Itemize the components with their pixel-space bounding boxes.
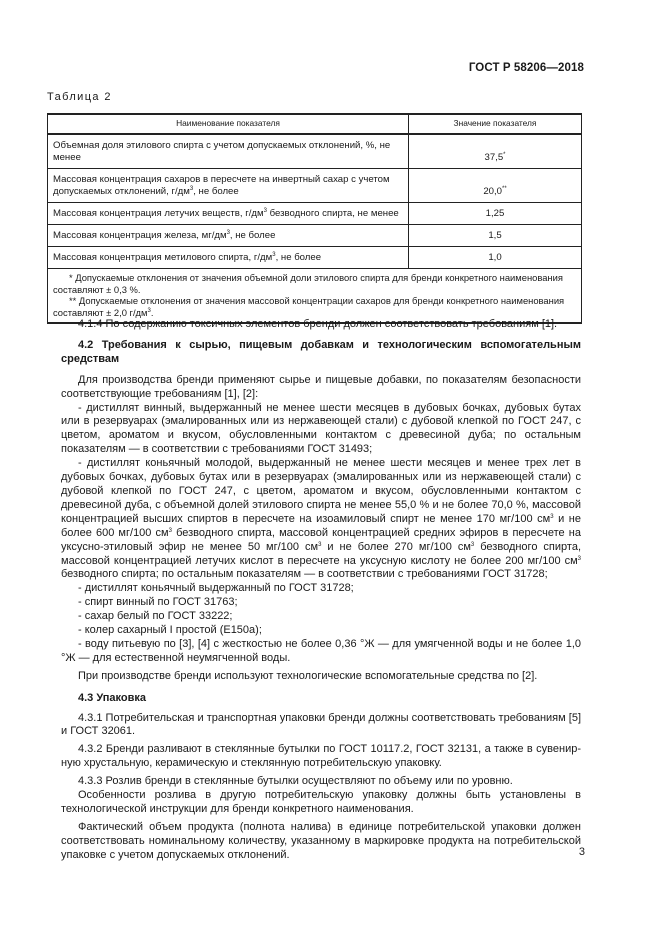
table-row (48, 169, 582, 203)
document-code: ГОСТ Р 58206—2018 (468, 62, 584, 74)
col-header-value: Значение показателя (409, 114, 582, 134)
row-name: Массовая концентрация метилового спирта, $г/дм^3$, не более (48, 247, 409, 269)
page-number: 3 (578, 846, 585, 858)
auxiliary-means-paragraph: При производстве бренди используют технологические вспомогательные средства по [2]. (78, 669, 538, 682)
actual-volume-paragraph: Фактический объем продукта (полнота налива) в единице потребительской упаковки должен соответствовать номинальному количеству, указанному в маркировке продукта на потребительской упаковке с учетом допускаемых отклонений. (61, 820, 581, 861)
raw-materials-intro: Для производства бренди применяют сырье и пищевые добавки, по показателям безопасности соответствующие требованиям [1], [2]: (61, 373, 581, 400)
list-item: - дистиллят коньячный молодой, выдержанный не менее шести месяцев и менее трех лет в дубовых бочках, дубовых бутах или в резервуарах (эмалированных или из нержавеющей стали) с дубовой клепкой по ГОСТ 247, с цветом, ароматом и вкусом, обусловленными контактом с древесиной дуба, с объемной долей этилового спирта не менее 55,0 % и не более 70,0 %, массовой концентрацией высших спиртов в пересчете на изоамиловый спирт не менее 170 мг/100 $см^3$ и не более 600 мг/100 $см^3$ безводного спирта, массовой концентрацией средних эфиров в пересчете на уксусно-этиловый эфир не менее 50 мг/100 $см^3$ и не более 270 мг/100 $см^3$ безводного спирта, массовой концентрацией летучих кислот в пересчете на уксусную кислоту не более 200 мг/100 $см^3$ безводного спирта; по остальным показателям — в соответствии с требованиями ГОСТ 31728; (61, 457, 581, 581)
row-name: Объемная доля этилового спирта с учетом допускаемых отклонений, %, не менее (48, 134, 409, 169)
clause-4-3-1: 4.3.1 Потребительская и транспортная упаковки бренди должны соответствовать требованиям [5] и ГОСТ 32061. (61, 711, 581, 738)
row-name: Массовая концентрация сахаров в пересчете на инвертный сахар с учетом допускаемых отклонений, $г/дм^3$, не более (48, 169, 409, 203)
row-name: Массовая концентрация железа, $мг/дм^3$, не более (48, 225, 409, 247)
document-body (61, 318, 581, 863)
bottling-features-paragraph: Особенности розлива в другую потребительскую упаковку должны быть установлены в технологической инструкции для бренди конкретного наименования. (61, 789, 581, 815)
clause-4-1-4: 4.1.4 По содержанию токсичных элементов бренди должен соответствовать требованиям [1]. (78, 318, 558, 330)
col-header-name: Наименование показателя (48, 114, 409, 134)
list-item: - колер сахарный I простой (E150a); (78, 624, 262, 637)
section-heading-4-2: 4.2 Требования к сырью, пищевым добавкам и технологическим вспомогательным средствам (61, 338, 581, 365)
table-row (48, 134, 582, 169)
table-notes-row (48, 269, 582, 324)
indicators-table (47, 113, 582, 324)
table-row (48, 225, 582, 247)
list-item: - дистиллят коньячный выдержанный по ГОСТ 31728; (78, 582, 354, 595)
row-value: 20,0** (409, 169, 582, 203)
table-note-2: ** Допускаемые отклонения от значения массовой концентрации сахаров для бренди конкретного наименования составляют ± 2,0 $г/дм^3$. (53, 295, 565, 318)
table-note-1: * Допускаемые отклонения от значения объемной доли этилового спирта для бренди конкретного наименования составляют ± 0,3 %. (53, 272, 563, 295)
list-item: - воду питьевую по [3], [4] с жесткостью не более 0,36 °Ж — для умягченной воды и не более 1,0 °Ж — для естественной неумягченной воды. (61, 637, 581, 664)
clause-4-3-2: 4.3.2 Бренди разливают в стеклянные бутылки по ГОСТ 10117.2, ГОСТ 32131, а также в сувенирную хрустальную, керамическую и стеклянную потребительскую упаковку. (61, 743, 581, 770)
table-caption: Таблица 2 (47, 91, 112, 103)
list-item: - сахар белый по ГОСТ 33222; (78, 610, 233, 623)
row-name: Массовая концентрация летучих веществ, $г/дм^3$ безводного спирта, не менее (48, 203, 409, 225)
list-item: - спирт винный по ГОСТ 31763; (78, 596, 238, 609)
table-row (48, 203, 582, 225)
clause-4-3-3: 4.3.3 Розлив бренди в стеклянные бутылки осуществляют по объему или по уровню. (78, 775, 513, 788)
list-item: - дистиллят винный, выдержанный не менее шести месяцев в дубовых бочках, дубовых бутах или в резервуарах (эмалированных или из нержавеющей стали) с дубовой клепкой по ГОСТ 247, с цветом, ароматом и вкусом, обусловленными контактом с древесиной дуба; по остальным показателям — в соответствии с требованиями ГОСТ 31493; (61, 401, 581, 456)
table-header-row (48, 114, 582, 134)
row-value: 1,5 (409, 225, 582, 247)
row-value: 1,0 (409, 247, 582, 269)
section-heading-4-3: 4.3 Упаковка (78, 691, 146, 704)
row-value: 1,25 (409, 203, 582, 225)
table-row (48, 247, 582, 269)
table-notes (48, 269, 582, 324)
row-value: 37,5* (409, 134, 582, 169)
